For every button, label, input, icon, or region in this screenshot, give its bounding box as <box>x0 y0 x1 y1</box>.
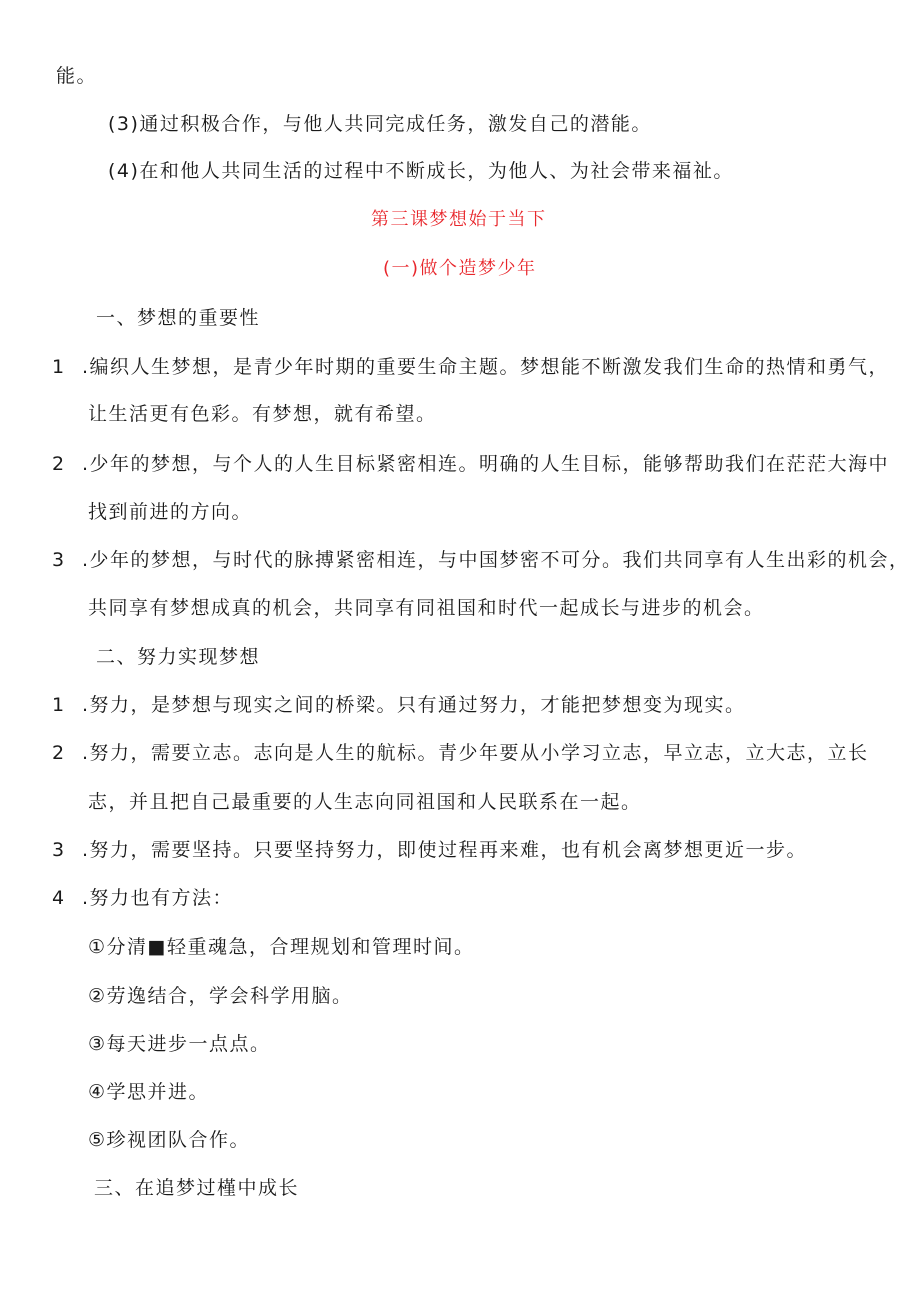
list-item-continuation: 共同享有梦想成真的机会，共同享有同祖国和时代一起成长与进步的机会。 <box>88 597 765 619</box>
method-item: ④学思并进。 <box>88 1081 210 1103</box>
item-number: 2 <box>52 453 66 475</box>
lesson-title: 第三课梦想始于当下 <box>371 209 547 230</box>
section-heading: 三、在追梦过槿中成长 <box>94 1177 300 1199</box>
method-item: ②劳逸结合，学会科学用脑。 <box>88 985 353 1007</box>
text-line: (3)通过积极合作，与他人共同完成任务，激发自己的潜能。 <box>108 113 652 135</box>
list-item <box>52 885 233 911</box>
method-item: ⑤珍视团队合作。 <box>88 1129 251 1151</box>
list-item <box>52 740 869 766</box>
list-item-continuation: 让生活更有色彩。有梦想，就有希望。 <box>88 403 437 425</box>
text-line: (4)在和他人共同生活的过程中不断成长，为他人、为社会带来福祉。 <box>108 160 734 182</box>
item-text: .少年的梦想，与时代的脉搏紧密相连，与中国梦密不可分。我们共同享有人生出彩的机会， <box>82 549 910 571</box>
method-item: ①分清■轻重魂急，合理规划和管理时间。 <box>88 936 475 958</box>
method-item: ③每天进步一点点。 <box>88 1033 271 1055</box>
item-text: .编织人生梦想，是青少年时期的重要生命主题。梦想能不断激发我们生命的热情和勇气， <box>82 356 890 378</box>
item-text: .努力也有方法： <box>82 887 234 909</box>
list-item <box>52 692 746 718</box>
list-item <box>52 837 807 863</box>
list-item-continuation: 志，并且把自己最重要的人生志向同祖国和人民联系在一起。 <box>88 791 642 813</box>
section-heading: 一、梦想的重要性 <box>96 307 261 329</box>
section-title: (一)做个造梦少年 <box>383 258 537 279</box>
item-number: 1 <box>52 356 66 378</box>
item-text: .少年的梦想，与个人的人生目标紧密相连。明确的人生目标，能够帮助我们在茫茫大海中 <box>82 453 890 475</box>
item-number: 2 <box>52 742 66 764</box>
item-text: .努力，需要立志。志向是人生的航标。青少年要从小学习立志，早立志，立大志，立长 <box>82 742 869 764</box>
item-number: 4 <box>52 887 66 909</box>
list-item <box>52 354 889 380</box>
list-item-continuation: 找到前进的方向。 <box>88 501 253 523</box>
list-item <box>52 451 889 477</box>
item-text: .努力，需要坚持。只要坚持努力，即使过程再来难，也有机会离梦想更近一步。 <box>82 839 808 861</box>
item-text: .努力，是梦想与现实之间的桥梁。只有通过努力，才能把梦想变为现实。 <box>82 694 746 716</box>
item-number: 3 <box>52 839 66 861</box>
item-number: 1 <box>52 694 66 716</box>
list-item <box>52 547 910 573</box>
text-line: 能。 <box>56 65 98 87</box>
section-heading: 二、努力实现梦想 <box>96 646 261 668</box>
item-number: 3 <box>52 549 66 571</box>
